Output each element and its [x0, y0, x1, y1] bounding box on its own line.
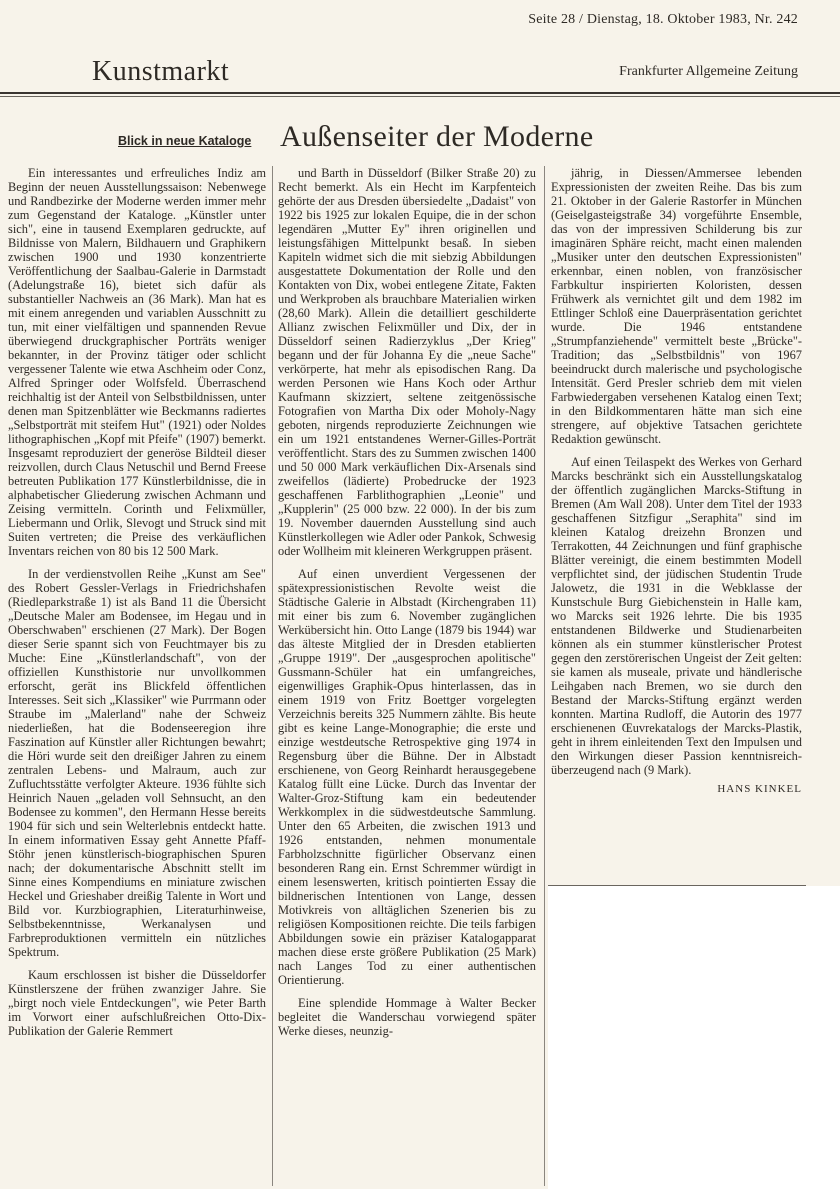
dateline: Seite 28 / Dienstag, 18. Oktober 1983, Nr. 242: [528, 12, 798, 27]
column-divider: [544, 166, 545, 1186]
article-column-2: [278, 166, 536, 1047]
paragraph: jährig, in Diessen/Ammersee lebenden Expressionisten der zweiten Reihe. Das bis zum 21. Oktober in der Galerie Rastorfer in München (Geiselgasteigstraße 34) vorgeführte Ensemble, das von der impressiven Schilderung bis zur imaginären Sphäre reicht, macht einen malenden „Musiker unter den deutschen Expressionisten" erkennbar, einen noblen, von französischer Farbkultur inspirierten Koloristen, dessen Frühwerk als vernichtet gilt und dem 1982 im Ettlinger Schloß eine Dauerpräsentation gerichtet wurde. Die 1946 entstandene „Strumpfanziehende" vermittelt beste „Brücke"-Tradition; das „Selbstbildnis" von 1967 beeindruckt durch malerische und psychologische Intensität. Gerd Presler schrieb dem mit vielen Farbwiedergaben versehenen Katalog einen Text; in den Bildkommentaren hätte man sich eine strengere, auf objektive Tatsachen gerichtete Redaktion gewünscht.: [551, 166, 802, 446]
paragraph: Kaum erschlossen ist bisher die Düsseldorfer Künstlerszene der frühen zwanziger Jahre. Sie „birgt noch viele Entdeckungen", wie Peter Barth im Vorwort einer aufschlußreichen Otto-Dix-Publikation der Galerie Remmert: [8, 968, 266, 1038]
blank-area: [548, 886, 840, 1189]
section-title: Kunstmarkt: [92, 56, 230, 87]
paragraph: Ein interessantes und erfreuliches Indiz am Beginn der neuen Ausstellungssaison: Nebenwege und Randbezirke der Moderne werden immer mehr zum Gegenstand der Kataloge. „Künstler unter sich", eine in tausend Exemplaren gedruckte, auf Bildnisse von Malern, Bildhauern und Graphikern zwischen 1900 und 1930 konzentrierte Veröffentlichung der Saalbau-Galerie in Darmstadt (Adelungstraße 16), bietet sich dafür als substantieller Nachweis an (36 Mark). Man hat es mit einem anregenden und variablen Ausschnitt zu tun, mit einer vielfältigen und spannenden Revue überwiegend druckgraphischer Porträts weniger bekannter, in der Provinz tätiger oder schlicht vergessener Talente wie etwa Aschheim oder Conz, Alfred Springer oder Wolfsfeld. Überraschend reichhaltig ist der Anteil von Selbstbildnissen, unter denen man Spitzenblätter wie Beckmanns radiertes „Selbstporträt mit steifem Hut" (1921) oder Noldes lithographischen „Kopf mit Pfeife" (1907) bemerkt. Insgesamt reproduziert der generöse Bildteil dieser reizvollen, durch Claus Netuschil und Bernd Freese betreuten Publikation 177 Künstlerbildnisse, die in alphabetischer Gliederung zwischen Achmann und Zeising vermitteln. Corinth und Felixmüller, Liebermann und Orlik, Slevogt und Struck sind mit Suiten vertreten; die Preise des verkäuflichen Inventars reichen von 80 bis 12 500 Mark.: [8, 166, 266, 558]
paragraph: Auf einen unverdient Vergessenen der spätexpressionistischen Revolte weist die Städtische Galerie in Albstadt (Kirchengraben 11) mit einer bis zum 6. November zugänglichen Werkübersicht hin. Otto Lange (1879 bis 1944) war das älteste Mitglied der in Dresden etablierten „Gruppe 1919". Der „ausgesprochen apolitische" Gussmann-Schüler hat ein umfangreiches, eigenwilliges Graphik-Opus hinterlassen, das in einem 1919 von Fritz Boettger vorgelegten Verzeichnis bereits 325 Nummern zählte. Bis heute gibt es keine Lange-Monographie; die erste und einzige westdeutsche Retrospektive ging 1974 in Regensburg über die Bühne. Der in Albstadt erschienene, von Georg Reinhardt herausgegebene Katalog füllt eine Lücke. Durch das Inventar der Walter-Groz-Stiftung kam ein bedeutender Werkkomplex in die südwestdeutsche Sammlung. Unter den 65 Arbeiten, die zwischen 1913 und 1926 entstanden, nehmen monumentale Farbholzschnitte figürlicher Observanz einen besonderen Rang ein. Ernst Schremmer würdigt in einem lesenswerten, kritisch pointierten Essay die bildnerischen Intentionen von Lange, dessen Motivkreis von alltäglichen Szenerien bis zu religiösen Kompositionen reichte. Die teils farbigen Abbildungen sowie ein präziser Katalogapparat machen diese erste größere Publikation (25 Mark) nach Langes Tod zu einer authentischen Orientierung.: [278, 567, 536, 987]
paragraph: und Barth in Düsseldorf (Bilker Straße 20) zu Recht bemerkt. Als ein Hecht im Karpfenteich gehörte der aus Dresden übersiedelte „Dadaist" von 1922 bis 1925 zur lokalen Equipe, die in der schon legendären „Mutter Ey" ihren originellen und leistungsfähigen Mittelpunkt besaß. In sieben Kapiteln widmet sich die mit siebzig Abbildungen ausgestattete Dokumentation der Rolle und den Kontakten von Dix, wobei entlegene Zitate, Fakten und Werkproben als brauchbare Materialien wirken (28,60 Mark). Allein die detailliert geschilderte Allianz zwischen Felixmüller und Dix, der in Düsseldorf seinen Radierzyklus „Der Krieg" begann und der für Johanna Ey die „neue Sache" verkörperte, hat mehr als episodischen Rang. Da werden Personen wie Hans Koch oder Arthur Kaufmann skizziert, seltene zeitgenössische Fotografien von Martha Dix oder Moholy-Nagy geboten, nirgends reproduzierte Zeichnungen wie ein um 1921 entstandenes Werner-Gilles-Porträt veröffentlicht. Stars des zu Summen zwischen 1400 und 50 000 Mark verkäuflichen Dix-Arsenals sind zweifellos (lädierte) Probedrucke der 1923 geschaffenen Farblithographien „Leonie" und „Kupplerin" (25 000 bzw. 22 000). In der bis zum 19. November dauernden Ausstellung sind auch Künstlerkollegen wie Adler oder Pankok, Schwesig oder Wollheim mit kleineren Werkgruppen präsent.: [278, 166, 536, 558]
masthead: Frankfurter Allgemeine Zeitung: [619, 64, 798, 79]
article-headline: Außenseiter der Moderne: [280, 120, 594, 153]
column-divider: [272, 166, 273, 1186]
header-rule-thin: [0, 96, 840, 97]
header-rule: [0, 92, 840, 94]
paragraph: In der verdienstvollen Reihe „Kunst am See" des Robert Gessler-Verlags in Friedrichshafen (Riedleparkstraße 1) ist als Band 11 die Übersicht „Deutsche Maler am Bodensee, im Hegau und in Oberschwaben" erschienen (27 Mark). Der Bogen dieser Serie spannt sich von Feuchtmayer bis zu Muche: Eine „Künstlerlandschaft", von der offiziellen Kunsthistorie nur unvollkommen erforscht, gerät ins Blickfeld öffentlichen Interesses. Seit sich „Klassiker" wie Purrmann oder Straube im „Malerland" nahe der Schweiz niederließen, hat die Bodenseeregion ihre Faszination auf Künstler aller Richtungen bewahrt; die Höri wurde seit den dreißiger Jahren zu einem zentralen Lebens- und Malraum, auch zur Zufluchtsstätte verfolgter Akteure. 1936 fühlte sich Heinrich Nauen „geladen voll Sehnsucht, an den Bodensee zu kommen", den Hermann Hesse bereits 1904 für sich und sein Welterlebnis entdeckt hatte. In einem informativen Essay geht Annette Pfaff-Stöhr jenen künstlerisch-biographischen Spuren nach; der dokumentarische Abschnitt stellt im Sinne eines Kompendiums en miniature zwischen Heckel und Grieshaber dreißig Talente in Wort und Bild vor. Kurzbiographien, Literaturhinweise, Selbstbekenntnisse, Werkanalysen und Farbreproduktionen vermitteln ein nützliches Spektrum.: [8, 567, 266, 959]
paragraph: Eine splendide Hommage à Walter Becker begleitet die Wanderschau vorwiegend später Werke dieses, neunzig-: [278, 996, 536, 1038]
article-column-3: [551, 166, 802, 796]
article-byline: HANS KINKEL: [717, 783, 802, 795]
article-column-1: [8, 166, 266, 1047]
paragraph: Auf einen Teilaspekt des Werkes von Gerhard Marcks beschränkt sich ein Ausstellungskatalog der öffentlich zugänglichen Marcks-Stiftung in Bremen (Am Wall 208). Unter dem Titel der 1933 geschaffenen Sitzfigur „Seraphita" sind im kleinen Katalog dreizehn Bronzen und Terrakotten, 44 Zeichnungen und fünf graphische Blätter vereinigt, die einem bestimmten Modell verpflichtet sind, der jüdischen Studentin Trude Jalowetz, die 1931 in die Webklasse der Kunstschule Burg Giebichenstein in Halle kam, wo Marcks seit 1926 lehrte. Die bis 1935 entstandenen Bildwerke und Studienarbeiten können als ein stummer künstlerischer Protest gegen den zerstörerischen Ungeist der Zeit gelten: sie kamen als museale, private und händlerische Leihgaben nach Bremen, wo sie durch den Bestand der Marcks-Stiftung ergänzt werden konnten. Martina Rudloff, die Autorin des 1977 erschienenen Œuvrekatalogs der Marcks-Plastik, geht in ihrem einleitenden Text den Impulsen und den Wirkungen dieser Passion kenntnisreich-überzeugend nach (9 Mark).: [551, 455, 802, 777]
article-kicker: Blick in neue Kataloge: [118, 134, 252, 148]
